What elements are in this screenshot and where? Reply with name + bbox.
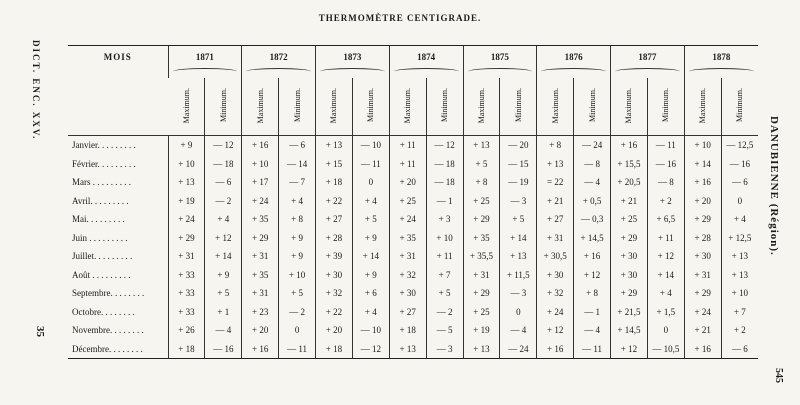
max-value-cell: + 21,5 xyxy=(611,303,648,322)
max-value-cell: + 22 xyxy=(316,303,353,322)
maximum-header xyxy=(242,78,279,136)
max-value-cell: + 24 xyxy=(389,210,426,229)
min-value-cell: — 18 xyxy=(426,155,463,174)
min-value-cell: — 1 xyxy=(574,303,611,322)
max-value-cell: + 28 xyxy=(316,229,353,248)
brace-decoration xyxy=(615,68,680,75)
min-value-cell: — 18 xyxy=(205,155,242,174)
max-value-cell: + 29 xyxy=(611,284,648,303)
year-header xyxy=(242,46,316,78)
max-value-cell: + 28 xyxy=(684,229,721,248)
max-value-cell: + 30 xyxy=(537,266,574,285)
min-value-cell: — 11 xyxy=(352,155,389,174)
min-value-cell: — 16 xyxy=(647,155,684,174)
month-cell: Septembre. . . . . . . . xyxy=(72,288,145,299)
min-value-cell: — 2 xyxy=(205,192,242,211)
max-value-cell: + 14 xyxy=(684,155,721,174)
page-title: THERMOMÈTRE CENTIGRADE. xyxy=(318,13,482,23)
max-value-cell: + 31 xyxy=(537,229,574,248)
month-cell: Octobre. . . . . . . . xyxy=(72,306,135,317)
max-value-cell: + 21 xyxy=(684,321,721,340)
max-value-cell: + 17 xyxy=(242,173,279,192)
min-value-cell: + 5 xyxy=(352,210,389,229)
table-row xyxy=(68,229,758,248)
month-cell: Juillet. . . . . . . . . xyxy=(72,251,133,262)
min-value-cell: + 3 xyxy=(426,210,463,229)
table-row xyxy=(68,266,758,285)
max-value-cell: + 12 xyxy=(537,321,574,340)
min-value-cell: — 12 xyxy=(352,340,389,359)
max-value-cell: + 29 xyxy=(168,229,205,248)
minimum-header xyxy=(647,78,684,136)
min-value-cell: + 14,5 xyxy=(574,229,611,248)
max-value-cell: + 8 xyxy=(537,136,574,155)
min-value-cell: + 6 xyxy=(352,284,389,303)
min-value-cell: — 2 xyxy=(426,303,463,322)
max-value-cell: + 13 xyxy=(463,136,500,155)
min-value-cell: — 11 xyxy=(574,340,611,359)
minimum-header xyxy=(426,78,463,136)
max-value-cell: + 31 xyxy=(684,266,721,285)
year-label: 1871 xyxy=(195,52,214,62)
min-value-cell: — 4 xyxy=(574,321,611,340)
year-header-row xyxy=(68,46,758,78)
year-label: 1872 xyxy=(269,52,288,62)
min-value-cell: — 8 xyxy=(574,155,611,174)
month-cell: Février. . . . . . . . . xyxy=(72,158,136,169)
min-value-cell: + 12 xyxy=(205,229,242,248)
min-value-cell: + 9 xyxy=(352,229,389,248)
min-value-cell: + 13 xyxy=(721,247,758,266)
subheader-row xyxy=(68,78,758,136)
min-value-cell: — 6 xyxy=(721,340,758,359)
year-header xyxy=(389,46,463,78)
table-row xyxy=(68,284,758,303)
max-value-cell: + 13 xyxy=(389,340,426,359)
max-value-cell: + 9 xyxy=(168,136,205,155)
min-value-cell: + 4 xyxy=(279,192,316,211)
min-value-cell: + 12 xyxy=(647,247,684,266)
min-value-cell: 0 xyxy=(647,321,684,340)
max-value-cell: + 10 xyxy=(242,155,279,174)
min-value-cell: + 1 xyxy=(205,303,242,322)
max-value-cell: + 35,5 xyxy=(463,247,500,266)
brace-decoration xyxy=(394,68,459,75)
brace-decoration xyxy=(689,68,754,75)
max-value-cell: + 21 xyxy=(611,192,648,211)
max-value-cell: + 20 xyxy=(684,192,721,211)
subheader-label: Minimum. xyxy=(218,88,228,123)
max-value-cell: + 29 xyxy=(611,229,648,248)
max-value-cell: + 16 xyxy=(684,340,721,359)
min-value-cell: + 4 xyxy=(352,192,389,211)
min-value-cell: + 6,5 xyxy=(647,210,684,229)
min-value-cell: — 4 xyxy=(574,173,611,192)
min-value-cell: — 7 xyxy=(279,173,316,192)
subheader-label: Maximum. xyxy=(255,87,265,124)
min-value-cell: 0 xyxy=(352,173,389,192)
min-value-cell: + 9 xyxy=(279,229,316,248)
max-value-cell: + 30 xyxy=(684,247,721,266)
min-value-cell: + 9 xyxy=(205,266,242,285)
min-value-cell: + 2 xyxy=(647,192,684,211)
max-value-cell: + 13 xyxy=(537,155,574,174)
min-value-cell: + 5 xyxy=(426,284,463,303)
min-value-cell: — 14 xyxy=(279,155,316,174)
min-value-cell: — 15 xyxy=(500,155,537,174)
min-value-cell: — 24 xyxy=(574,136,611,155)
max-value-cell: + 25 xyxy=(463,192,500,211)
minimum-header xyxy=(279,78,316,136)
max-value-cell: + 31 xyxy=(389,247,426,266)
min-value-cell: + 5 xyxy=(205,284,242,303)
min-value-cell: — 6 xyxy=(205,173,242,192)
min-value-cell: — 12 xyxy=(205,136,242,155)
min-value-cell: + 12 xyxy=(574,266,611,285)
table-row xyxy=(68,210,758,229)
max-value-cell: + 24 xyxy=(242,192,279,211)
min-value-cell: — 11 xyxy=(647,136,684,155)
max-value-cell: + 18 xyxy=(316,340,353,359)
min-value-cell: + 1,5 xyxy=(647,303,684,322)
max-value-cell: + 19 xyxy=(168,192,205,211)
page-number-right: 545 xyxy=(773,368,784,383)
max-value-cell: + 30 xyxy=(611,266,648,285)
max-value-cell: + 30 xyxy=(389,284,426,303)
max-value-cell: + 29 xyxy=(684,284,721,303)
min-value-cell: — 3 xyxy=(426,340,463,359)
maximum-header xyxy=(684,78,721,136)
min-value-cell: + 0,5 xyxy=(574,192,611,211)
max-value-cell: + 16 xyxy=(537,340,574,359)
min-value-cell: + 14 xyxy=(500,229,537,248)
min-value-cell: 0 xyxy=(721,192,758,211)
max-value-cell: + 13 xyxy=(316,136,353,155)
max-value-cell: + 10 xyxy=(684,136,721,155)
max-value-cell: + 35 xyxy=(389,229,426,248)
month-cell: Août . . . . . . . . . xyxy=(72,269,131,280)
min-value-cell: + 11 xyxy=(647,229,684,248)
minimum-header xyxy=(500,78,537,136)
min-value-cell: + 9 xyxy=(279,247,316,266)
min-value-cell: — 5 xyxy=(426,321,463,340)
table-row xyxy=(68,136,758,155)
max-value-cell: + 25 xyxy=(463,303,500,322)
max-value-cell: + 16 xyxy=(242,340,279,359)
max-value-cell: + 15 xyxy=(316,155,353,174)
maximum-header xyxy=(537,78,574,136)
max-value-cell: + 30 xyxy=(611,247,648,266)
year-header xyxy=(611,46,685,78)
minimum-header xyxy=(721,78,758,136)
max-value-cell: + 29 xyxy=(463,210,500,229)
max-value-cell: + 27 xyxy=(389,303,426,322)
max-value-cell: + 32 xyxy=(389,266,426,285)
max-value-cell: + 32 xyxy=(537,284,574,303)
max-value-cell: + 29 xyxy=(463,284,500,303)
max-value-cell: + 30,5 xyxy=(537,247,574,266)
subheader-label: Minimum. xyxy=(587,88,597,123)
max-value-cell: + 39 xyxy=(316,247,353,266)
min-value-cell: + 14 xyxy=(647,266,684,285)
year-label: 1877 xyxy=(638,52,657,62)
temperature-table xyxy=(68,45,758,359)
year-label: 1873 xyxy=(343,52,362,62)
min-value-cell: — 1 xyxy=(426,192,463,211)
maximum-header xyxy=(389,78,426,136)
max-value-cell: + 12 xyxy=(611,340,648,359)
max-value-cell: + 35 xyxy=(242,266,279,285)
table-row xyxy=(68,340,758,359)
table-row xyxy=(68,173,758,192)
max-value-cell: + 8 xyxy=(463,173,500,192)
min-value-cell: + 4 xyxy=(352,303,389,322)
max-value-cell: + 16 xyxy=(242,136,279,155)
min-value-cell: — 6 xyxy=(279,136,316,155)
max-value-cell: + 16 xyxy=(611,136,648,155)
subheader-label: Maximum. xyxy=(476,87,486,124)
min-value-cell: 0 xyxy=(279,321,316,340)
max-value-cell: + 13 xyxy=(463,340,500,359)
year-label: 1876 xyxy=(564,52,583,62)
min-value-cell: + 9 xyxy=(352,266,389,285)
min-value-cell: + 4 xyxy=(721,210,758,229)
min-value-cell: + 10 xyxy=(426,229,463,248)
max-value-cell: + 13 xyxy=(168,173,205,192)
month-cell: Novembre. . . . . . . . xyxy=(72,325,144,336)
min-value-cell: — 11 xyxy=(279,340,316,359)
month-cell: Mars . . . . . . . . . xyxy=(72,177,131,188)
maximum-header xyxy=(463,78,500,136)
max-value-cell: + 27 xyxy=(537,210,574,229)
max-value-cell: + 18 xyxy=(316,173,353,192)
max-value-cell: + 21 xyxy=(537,192,574,211)
max-value-cell: + 31 xyxy=(242,247,279,266)
min-value-cell: — 10 xyxy=(352,321,389,340)
brace-decoration xyxy=(173,68,238,75)
brace-decoration xyxy=(468,68,533,75)
table-row xyxy=(68,192,758,211)
max-value-cell: + 5 xyxy=(463,155,500,174)
min-value-cell: + 5 xyxy=(500,210,537,229)
table-row xyxy=(68,303,758,322)
max-value-cell: + 19 xyxy=(463,321,500,340)
min-value-cell: — 12,5 xyxy=(721,136,758,155)
min-value-cell: — 4 xyxy=(205,321,242,340)
subheader-label: Maximum. xyxy=(329,87,339,124)
min-value-cell: + 5 xyxy=(279,284,316,303)
subheader-label: Minimum. xyxy=(292,88,302,123)
min-value-cell: — 16 xyxy=(721,155,758,174)
min-value-cell: + 11 xyxy=(426,247,463,266)
min-value-cell: + 16 xyxy=(574,247,611,266)
max-value-cell: + 31 xyxy=(463,266,500,285)
min-value-cell: — 10,5 xyxy=(647,340,684,359)
subheader-label: Maximum. xyxy=(624,87,634,124)
min-value-cell: + 13 xyxy=(721,266,758,285)
max-value-cell: + 20 xyxy=(316,321,353,340)
table-row xyxy=(68,155,758,174)
year-header xyxy=(168,46,242,78)
max-value-cell: + 15,5 xyxy=(611,155,648,174)
brace-decoration xyxy=(541,68,606,75)
min-value-cell: — 3 xyxy=(500,192,537,211)
min-value-cell: — 19 xyxy=(500,173,537,192)
subheader-label: Maximum. xyxy=(698,87,708,124)
minimum-header xyxy=(574,78,611,136)
max-value-cell: + 33 xyxy=(168,284,205,303)
min-value-cell: + 8 xyxy=(279,210,316,229)
max-value-cell: + 29 xyxy=(242,229,279,248)
max-value-cell: + 35 xyxy=(463,229,500,248)
table-body xyxy=(68,136,758,359)
min-value-cell: + 2 xyxy=(721,321,758,340)
max-value-cell: + 35 xyxy=(242,210,279,229)
subheader-label: Minimum. xyxy=(735,88,745,123)
min-value-cell: + 10 xyxy=(279,266,316,285)
year-header xyxy=(537,46,611,78)
max-value-cell: + 20 xyxy=(389,173,426,192)
min-value-cell: — 4 xyxy=(500,321,537,340)
max-value-cell: + 24 xyxy=(684,303,721,322)
max-value-cell: + 18 xyxy=(168,340,205,359)
subheader-label: Minimum. xyxy=(513,88,523,123)
min-value-cell: — 20 xyxy=(500,136,537,155)
max-value-cell: + 30 xyxy=(316,266,353,285)
running-header-left: DICT. ENC. XXV. xyxy=(31,40,41,141)
max-value-cell: + 27 xyxy=(316,210,353,229)
max-value-cell: + 20 xyxy=(242,321,279,340)
maximum-header xyxy=(316,78,353,136)
year-header xyxy=(684,46,758,78)
min-value-cell: — 18 xyxy=(426,173,463,192)
month-cell: Janvier. . . . . . . . . xyxy=(72,140,136,151)
year-header xyxy=(463,46,537,78)
max-value-cell: + 31 xyxy=(168,247,205,266)
page-number-left: 35 xyxy=(34,326,46,337)
min-value-cell: + 11,5 xyxy=(500,266,537,285)
min-value-cell: + 4 xyxy=(205,210,242,229)
subheader-label: Maximum. xyxy=(403,87,413,124)
subheader-label: Maximum. xyxy=(181,87,191,124)
subheader-label: Minimum. xyxy=(661,88,671,123)
min-value-cell: — 24 xyxy=(500,340,537,359)
min-value-cell: + 14 xyxy=(352,247,389,266)
subheader-label: Minimum. xyxy=(440,88,450,123)
max-value-cell: + 29 xyxy=(684,210,721,229)
max-value-cell: + 26 xyxy=(168,321,205,340)
max-value-cell: + 25 xyxy=(389,192,426,211)
max-value-cell: + 18 xyxy=(389,321,426,340)
year-header xyxy=(316,46,390,78)
table-row xyxy=(68,321,758,340)
min-value-cell: 0 xyxy=(500,303,537,322)
min-value-cell: — 3 xyxy=(500,284,537,303)
maximum-header xyxy=(611,78,648,136)
min-value-cell: — 12 xyxy=(426,136,463,155)
max-value-cell: + 20,5 xyxy=(611,173,648,192)
max-value-cell: + 33 xyxy=(168,303,205,322)
year-label: 1874 xyxy=(417,52,436,62)
min-value-cell: — 10 xyxy=(352,136,389,155)
subheader-label: Minimum. xyxy=(366,88,376,123)
min-value-cell: + 13 xyxy=(500,247,537,266)
min-value-cell: — 8 xyxy=(647,173,684,192)
min-value-cell: + 12,5 xyxy=(721,229,758,248)
max-value-cell: + 24 xyxy=(537,303,574,322)
brace-decoration xyxy=(246,68,311,75)
max-value-cell: + 25 xyxy=(611,210,648,229)
min-value-cell: — 2 xyxy=(279,303,316,322)
subheader-label: Maximum. xyxy=(550,87,560,124)
max-value-cell: + 11 xyxy=(389,136,426,155)
max-value-cell: + 10 xyxy=(168,155,205,174)
year-label: 1875 xyxy=(490,52,509,62)
min-value-cell: — 0,3 xyxy=(574,210,611,229)
month-cell: Juin . . . . . . . . . xyxy=(72,232,128,243)
month-cell: Décembre. . . . . . . . xyxy=(72,343,143,354)
min-value-cell: — 6 xyxy=(721,173,758,192)
year-label: 1878 xyxy=(712,52,731,62)
table-row xyxy=(68,247,758,266)
row-header-mois: MOIS xyxy=(68,46,168,136)
max-value-cell: + 22 xyxy=(316,192,353,211)
max-value-cell: + 16 xyxy=(684,173,721,192)
min-value-cell: + 4 xyxy=(647,284,684,303)
month-cell: Mai. . . . . . . . . xyxy=(72,214,125,225)
maximum-header xyxy=(168,78,205,136)
month-cell: Avril. . . . . . . . . xyxy=(72,195,129,206)
minimum-header xyxy=(205,78,242,136)
max-value-cell: + 11 xyxy=(389,155,426,174)
max-value-cell: + 24 xyxy=(168,210,205,229)
min-value-cell: + 7 xyxy=(721,303,758,322)
min-value-cell: + 10 xyxy=(721,284,758,303)
minimum-header xyxy=(352,78,389,136)
max-value-cell: + 14,5 xyxy=(611,321,648,340)
min-value-cell: + 8 xyxy=(574,284,611,303)
running-header-right: DANUBIENNE (Région). xyxy=(768,116,780,256)
max-value-cell: = 22 xyxy=(537,173,574,192)
min-value-cell: — 16 xyxy=(205,340,242,359)
max-value-cell: + 31 xyxy=(242,284,279,303)
min-value-cell: + 14 xyxy=(205,247,242,266)
min-value-cell: + 7 xyxy=(426,266,463,285)
max-value-cell: + 23 xyxy=(242,303,279,322)
max-value-cell: + 32 xyxy=(316,284,353,303)
max-value-cell: + 33 xyxy=(168,266,205,285)
brace-decoration xyxy=(320,68,385,75)
